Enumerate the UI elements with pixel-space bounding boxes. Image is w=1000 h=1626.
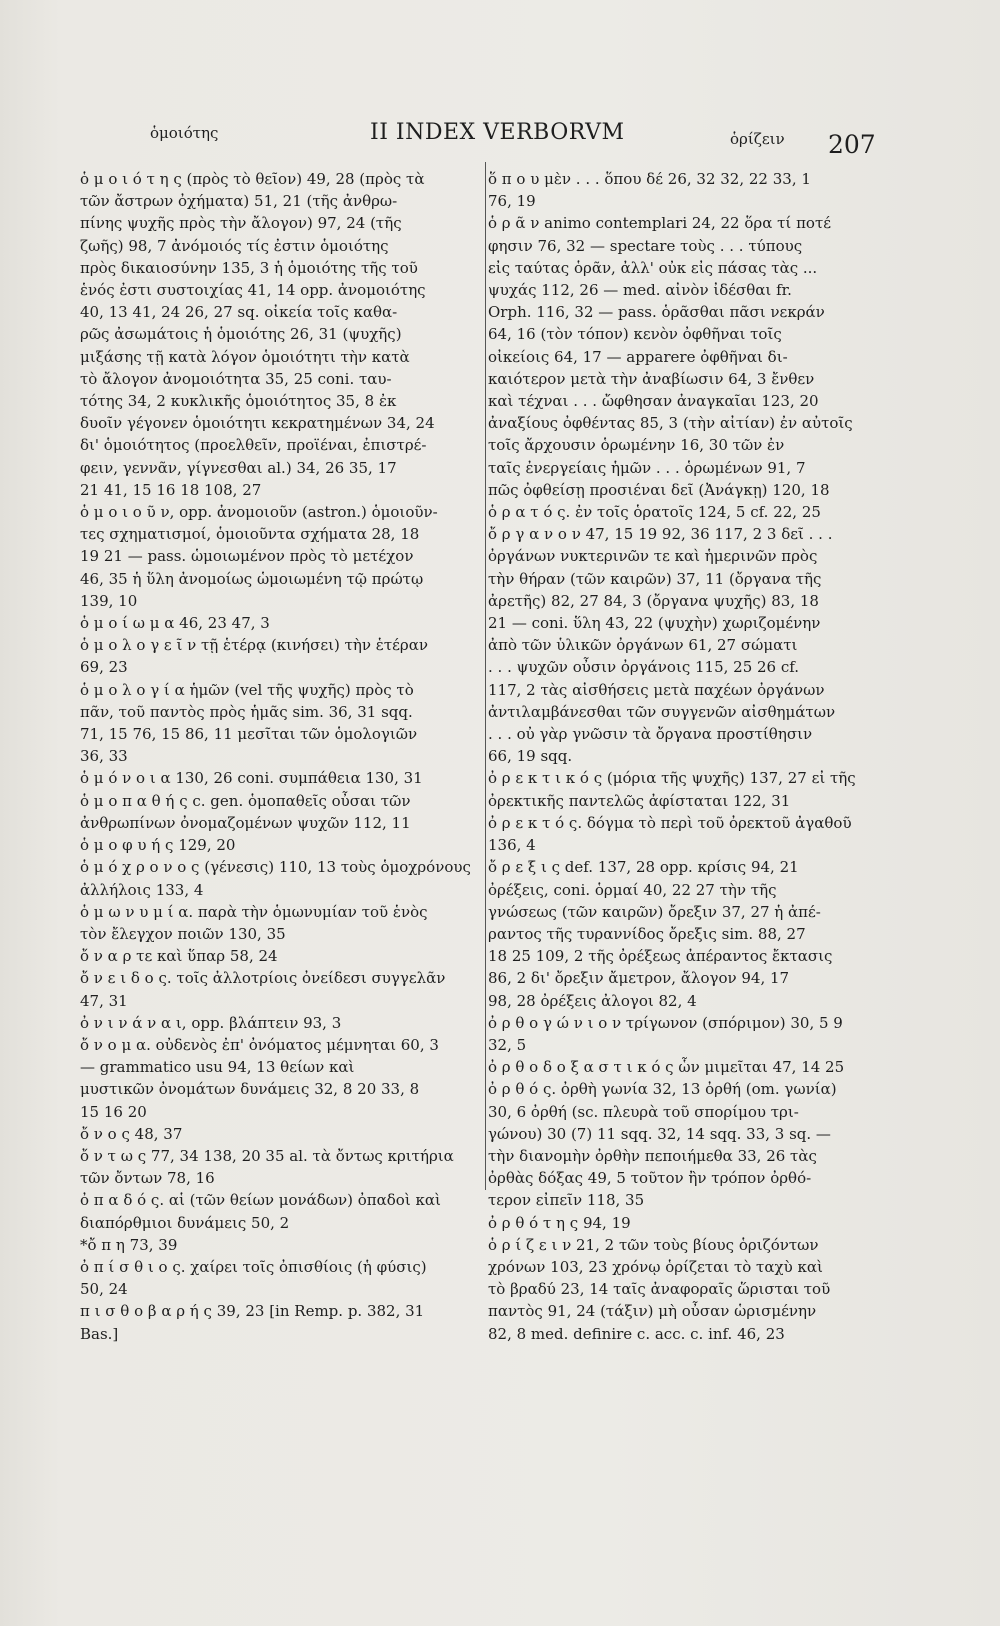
index-line: ὀρθὰς δόξας 49, 5 τοῦτον ἢν τρόπον ὀρθό- [488, 1169, 812, 1188]
index-line: ραντος τῆς τυραννίδος ὄρεξις sim. 88, 27 [488, 924, 806, 943]
index-line: ταῖς ἐνεργείαις ἡμῶν . . . ὁρωμένων 91, 7 [488, 458, 806, 477]
index-line: ὁ ρ ᾶ ν animo contemplari 24, 22 ὅρα τί ποτέ [488, 214, 832, 233]
index-line: 50, 24 [80, 1280, 128, 1299]
index-line: διαπόρθμιοι δυνάμεις 50, 2 [80, 1213, 290, 1232]
index-line: ὄ ν α ρ τε καὶ ὕπαρ 58, 24 [80, 947, 278, 966]
index-line: . . . ψυχῶν οὖσιν ὀργάνοις 115, 25 26 cf. [488, 658, 800, 677]
index-line: ὀ ρ θ ό τ η ς 94, 19 [488, 1213, 631, 1232]
index-line: δυοῖν γέγονεν ὁμοιότητι κεκρατημένων 34, 24 [80, 414, 435, 433]
index-line: 15 16 20 [80, 1102, 147, 1121]
index-line: ὄ ν ο μ α. οὐδενὸς ἐπ' ὀνόματος μέμνηται 60, 3 [80, 1035, 439, 1054]
index-line: ἀπὸ τῶν ὑλικῶν ὀργάνων 61, 27 σώματι [488, 636, 798, 655]
index-line: τερον εἰπεῖν 118, 35 [488, 1191, 645, 1210]
index-line: φειν, γεννᾶν, γίγνεσθαι al.) 34, 26 35, 17 [80, 458, 397, 477]
index-line: ὀ π α δ ό ς. αἱ (τῶν θείων μονάδων) ὀπαδοὶ καὶ [80, 1191, 441, 1210]
index-line: ὄ ν ο ς 48, 37 [80, 1124, 183, 1143]
index-line: . . . οὐ γὰρ γνῶσιν τὰ ὄργανα προστίθησιν [488, 725, 813, 744]
index-line: ὁ μ ο ι ο ῦ ν, opp. ἀνομοιοῦν (astron.) ὁμοιοῦν- [80, 503, 438, 522]
index-line: ὄ ν τ ω ς 77, 34 138, 20 35 al. τὰ ὄντως κριτήρια [80, 1146, 454, 1165]
index-line: παντὸς 91, 24 (τάξιν) μὴ οὖσαν ὡρισμένην [488, 1302, 817, 1321]
running-head-right: ὁρίζειν [730, 130, 785, 148]
index-line: τὴν θήραν (τῶν καιρῶν) 37, 11 (ὄργανα τῆς [488, 569, 822, 588]
index-line: ὀ ρ θ ό ς. ὀρθὴ γωνία 32, 13 ὀρθή (om. γωνία) [488, 1080, 837, 1099]
index-line: 71, 15 76, 15 86, 11 μεσῖται τῶν ὁμολογιῶν [80, 725, 418, 744]
index-line: πρὸς δικαιοσύνην 135, 3 ἡ ὁμοιότης τῆς τοῦ [80, 258, 418, 277]
index-line: ὁ ρ ί ζ ε ι ν 21, 2 τῶν τοὺς βίους ὁριζόντων [488, 1235, 819, 1254]
index-line: 32, 5 [488, 1035, 527, 1054]
index-line: ὅ π ο υ μὲν . . . ὅπου δέ 26, 32 32, 22 33, 1 [488, 170, 811, 188]
index-line: 136, 4 [488, 836, 536, 855]
index-line: ὁ μ ο ι ό τ η ς (πρὸς τὸ θεῖον) 49, 28 (πρὸς τὰ [80, 170, 425, 188]
index-line: ὀρέξεις, coni. ὁρμαί 40, 22 27 τὴν τῆς [488, 880, 777, 899]
index-line: τὸ βραδύ 23, 14 ταῖς ἀναφοραῖς ὥρισται τοῦ [488, 1280, 831, 1299]
page-number: 207 [828, 130, 876, 159]
index-line: 69, 23 [80, 658, 128, 677]
running-head-left: ὁμοιότης [150, 124, 219, 142]
index-line: 30, 6 ὀρθή (sc. πλευρὰ τοῦ σπορίμου τρι- [488, 1102, 799, 1121]
index-line: ὀ ρ θ ο γ ώ ν ι ο ν τρίγωνον (σπόριμον) 30, 5 9 [488, 1013, 843, 1032]
index-line: 18 25 109, 2 τῆς ὀρέξεως ἀπέραντος ἔκτασις [488, 947, 833, 966]
index-line: οἰκείοις 64, 17 — apparere ὀφθῆναι δι- [488, 347, 788, 366]
index-line: ὄ ν ε ι δ ο ς. τοῖς ἀλλοτρίοις ὀνείδεσι συγγελᾶν [80, 969, 446, 988]
index-line: μυστικῶν ὀνομάτων δυνάμεις 32, 8 20 33, 8 [80, 1080, 420, 1099]
index-line: ὀ ν ι ν ά ν α ι, opp. βλάπτειν 93, 3 [80, 1013, 342, 1032]
index-line: ὁ μ ό ν ο ι α 130, 26 coni. συμπάθεια 130, 31 [80, 769, 423, 788]
index-line: ὁ μ ο φ υ ή ς 129, 20 [80, 836, 236, 855]
index-line: τῶν ἄστρων ὀχήματα) 51, 21 (τῆς ἀνθρω- [80, 192, 398, 211]
index-line: τες σχηματισμοί, ὁμοιοῦντα σχήματα 28, 18 [80, 525, 420, 544]
index-line: καὶ τέχναι . . . ὤφθησαν ἀναγκαῖαι 123, 20 [488, 392, 819, 411]
index-line: πίνης ψυχῆς πρὸς τὴν ἄλογον) 97, 24 (τῆς [80, 214, 402, 233]
index-line: 21 — coni. ὕλη 43, 22 (ψυχὴν) χωριζομένην [488, 614, 821, 633]
index-line: τὴν διανομὴν ὀρθὴν πεποιήμεθα 33, 26 τὰς [488, 1146, 817, 1165]
index-line: Orph. 116, 32 — pass. ὁρᾶσθαι πᾶσι νεκράν [488, 303, 825, 322]
index-line: 36, 33 [80, 747, 128, 766]
index-line: ἀρετῆς) 82, 27 84, 3 (ὄργανα ψυχῆς) 83, 18 [488, 591, 819, 610]
left-column [80, 168, 478, 1345]
index-line: μιξάσης τῇ κατὰ λόγον ὁμοιότητι τὴν κατὰ [80, 347, 410, 366]
index-line: τῶν ὄντων 78, 16 [80, 1169, 215, 1188]
index-line: ζωῆς) 98, 7 ἀνόμοιός τίς ἐστιν ὁμοιότης [80, 236, 389, 255]
index-line: ὄ ρ γ α ν ο ν 47, 15 19 92, 36 117, 2 3 δεῖ . . . [488, 525, 833, 544]
index-line: ὀ π ί σ θ ι ο ς. χαίρει τοῖς ὀπισθίοις (ἡ φύσις) [80, 1257, 427, 1276]
index-line: 19 21 — pass. ὡμοιωμένον πρὸς τὸ μετέχον [80, 547, 414, 566]
index-line: τοῖς ἄρχουσιν ὁρωμένην 16, 30 τῶν ἐν [488, 436, 785, 455]
index-line: γώνου) 30 (7) 11 sqq. 32, 14 sqq. 33, 3 sq. — [488, 1124, 831, 1143]
index-line: ὀργάνων νυκτερινῶν τε καὶ ἡμερινῶν πρὸς [488, 547, 818, 566]
index-line: ὀ ρ ε κ τ ό ς. δόγμα τὸ περὶ τοῦ ὀρεκτοῦ ἀγαθοῦ [488, 813, 852, 832]
index-line: 82, 8 med. definire c. acc. c. inf. 46, 23 [488, 1324, 785, 1343]
index-line: 117, 2 τὰς αἰσθήσεις μετὰ παχέων ὀργάνων [488, 680, 825, 699]
index-line: πᾶν, τοῦ παντὸς πρὸς ἡμᾶς sim. 36, 31 sqq. [80, 702, 413, 721]
index-line: ὄ ρ ε ξ ι ς def. 137, 28 opp. κρίσις 94, 21 [488, 858, 799, 877]
index-line: 76, 19 [488, 192, 536, 211]
index-line: ἑνός ἐστι συστοιχίας 41, 14 opp. ἀνομοιότης [80, 281, 426, 300]
running-head-title: II INDEX VERBORVM [370, 120, 625, 145]
index-line: 47, 31 [80, 991, 128, 1010]
index-line: τὸν ἔλεγχον ποιῶν 130, 35 [80, 924, 286, 943]
index-line: γνώσεως (τῶν καιρῶν) ὄρεξιν 37, 27 ἡ ἀπέ- [488, 902, 821, 921]
index-line: ὁ μ ο λ ο γ ί α ἡμῶν (vel τῆς ψυχῆς) πρὸς τὸ [80, 680, 414, 699]
index-line: 40, 13 41, 24 26, 27 sq. οἰκεία τοῖς καθα- [80, 303, 398, 322]
index-line: 64, 16 (τὸν τόπον) κενὸν ὀφθῆναι τοῖς [488, 325, 782, 344]
index-line: χρόνων 103, 23 χρόνῳ ὁρίζεται τὸ ταχὺ καὶ [488, 1257, 823, 1276]
column-divider [485, 162, 486, 1190]
index-line: ρῶς ἀσωμάτοις ἡ ὁμοιότης 26, 31 (ψυχῆς) [80, 325, 402, 344]
index-line: π ι σ θ ο β α ρ ή ς 39, 23 [in Remp. p. 382, 31 [80, 1302, 425, 1321]
index-line: πῶς ὀφθείσῃ προσιέναι δεῖ (Ἀνάγκῃ) 120, 18 [488, 480, 830, 499]
index-line: 86, 2 δι' ὄρεξιν ἄμετρον, ἄλογον 94, 17 [488, 969, 790, 988]
index-line: δι' ὁμοιότητος (προελθεῖν, προϊέναι, ἐπιστρέ- [80, 436, 427, 455]
index-line: καιότερον μετὰ τὴν ἀναβίωσιν 64, 3 ἔνθεν [488, 369, 815, 388]
index-line: τὸ ἄλογον ἀνομοιότητα 35, 25 coni. ταυ- [80, 369, 392, 388]
index-line: ψυχάς 112, 26 — med. αἰνὸν ἰδέσθαι fr. [488, 281, 792, 300]
index-line: ὀρεκτικῆς παντελῶς ἀφίσταται 122, 31 [488, 791, 791, 810]
index-line: ὁ μ ο π α θ ή ς c. gen. ὁμοπαθεῖς οὖσαι τῶν [80, 791, 411, 810]
index-line: ὀ ρ ε κ τ ι κ ό ς (μόρια τῆς ψυχῆς) 137, 27 εἰ τῆς [488, 769, 856, 788]
index-line: ὁ μ ω ν υ μ ί α. παρὰ τὴν ὁμωνυμίαν τοῦ ἑνὸς [80, 902, 428, 921]
index-line: — grammatico usu 94, 13 θείων καὶ [80, 1058, 355, 1077]
index-line: φησιν 76, 32 — spectare τοὺς . . . τύπους [488, 236, 803, 255]
index-line: ὁ ρ α τ ό ς. ἐν τοῖς ὁρατοῖς 124, 5 cf. 22, 25 [488, 503, 821, 522]
index-line: ὁ μ ο λ ο γ ε ῖ ν τῇ ἑτέρᾳ (κινήσει) τὴν ἑτέραν [80, 636, 428, 655]
index-line: ὀ ρ θ ο δ ο ξ α σ τ ι κ ό ς ὧν μιμεῖται 47, 14 25 [488, 1058, 845, 1077]
index-line: ἀναξίους ὀφθέντας 85, 3 (τὴν αἰτίαν) ἐν αὐτοῖς [488, 414, 853, 433]
index-line: εἰς ταύτας ὁρᾶν, ἀλλ' οὐκ εἰς πάσας τὰς ... [488, 258, 818, 277]
index-line: ὁ μ ο ί ω μ α 46, 23 47, 3 [80, 614, 270, 633]
index-line: 139, 10 [80, 591, 138, 610]
index-line: 21 41, 15 16 18 108, 27 [80, 480, 262, 499]
index-line: ἀντιλαμβάνεσθαι τῶν συγγενῶν αἰσθημάτων [488, 702, 836, 721]
index-line: ὁ μ ό χ ρ ο ν ο ς (γένεσις) 110, 13 τοὺς ὁμοχρόνους [80, 858, 471, 877]
index-line: τότης 34, 2 κυκλικῆς ὁμοιότητος 35, 8 ἐκ [80, 392, 397, 411]
right-column [488, 168, 860, 1345]
index-line: Bas.] [80, 1324, 119, 1343]
index-line: 46, 35 ἡ ὕλη ἀνομοίως ὡμοιωμένη τῷ πρώτῳ [80, 569, 424, 588]
index-line: ἀνθρωπίνων ὀνομαζομένων ψυχῶν 112, 11 [80, 813, 411, 832]
index-line: 66, 19 sqq. [488, 747, 573, 766]
index-line: *ὄ π η 73, 39 [80, 1235, 178, 1254]
index-line: ἀλλήλοις 133, 4 [80, 880, 204, 899]
index-line: 98, 28 ὀρέξεις ἀλογοι 82, 4 [488, 991, 697, 1010]
